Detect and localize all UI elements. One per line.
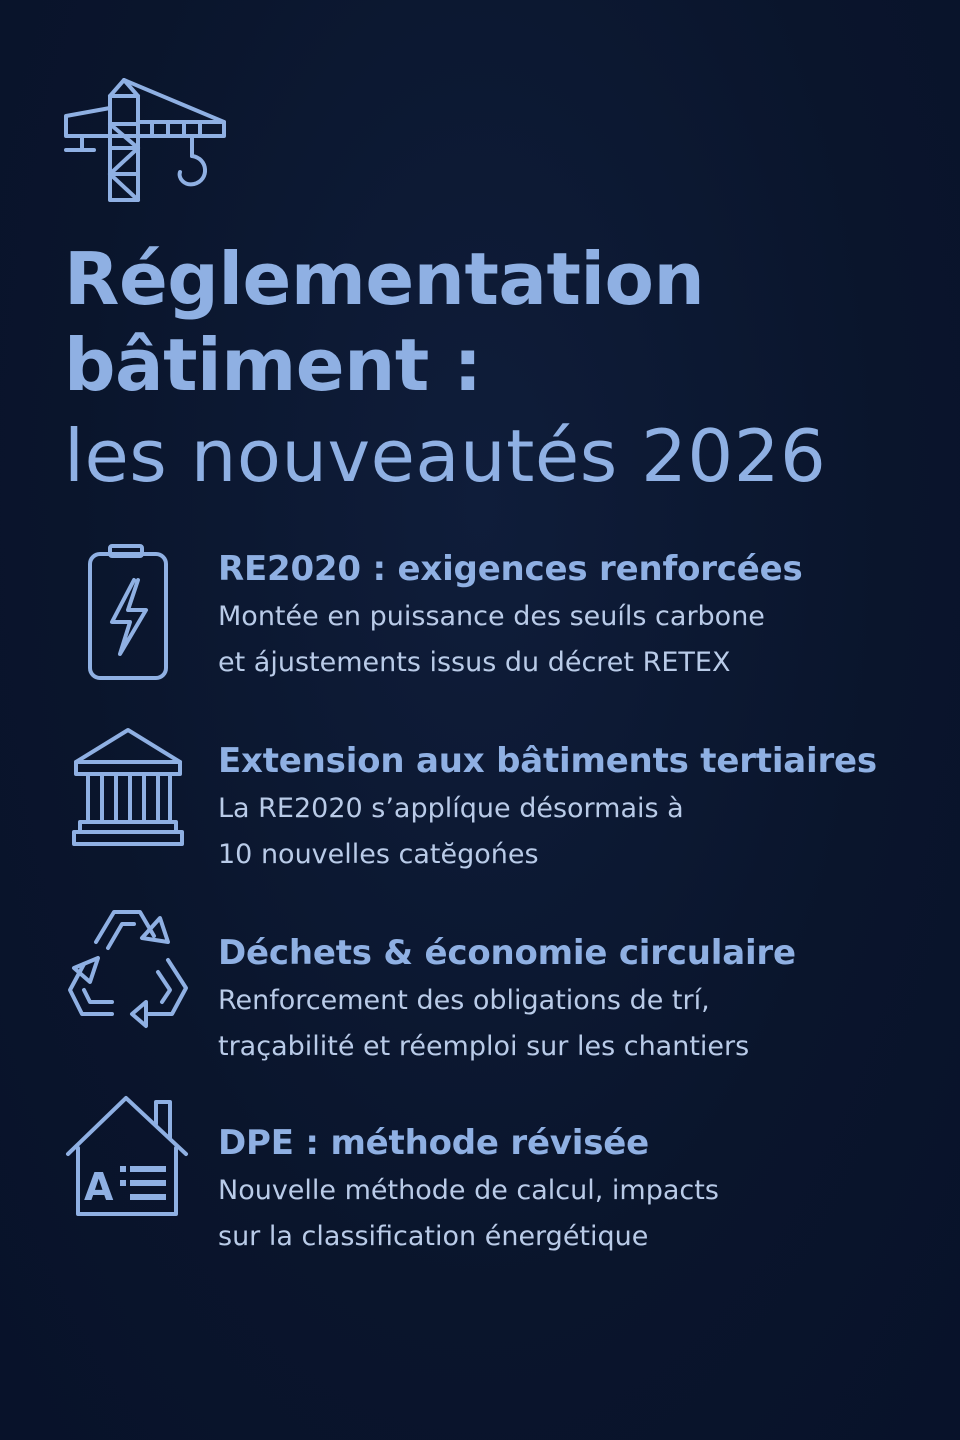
item-heading: Extension aux bâtiments tertiaires	[218, 741, 877, 781]
title-line-3: les nouveautés 2026	[64, 414, 827, 498]
list-item	[0, 740, 960, 910]
energy-class-letter: A	[84, 1165, 114, 1209]
battery-bolt-icon	[62, 544, 194, 684]
recycle-icon	[62, 902, 194, 1042]
item-line-2: et ájustements issus du décret RETEX	[218, 647, 731, 678]
house-energy-label-icon	[62, 1092, 194, 1232]
list-item	[0, 1122, 960, 1292]
item-line-1: Renforcement des obligations de trí,	[218, 985, 710, 1016]
item-heading: DPE : méthode révisée	[218, 1123, 649, 1163]
item-line-2: traçabilité et réemploi sur les chantiers	[218, 1031, 750, 1062]
item-line-2: 10 nouvelles catĕgońes	[218, 839, 539, 870]
item-heading: Déchets & économie circulaire	[218, 933, 796, 973]
item-line-1: La RE2020 s’applíque désormais à	[218, 793, 684, 824]
item-line-2: sur la classification énergétique	[218, 1221, 649, 1252]
item-heading: RE2020 : exigences renforcées	[218, 549, 803, 589]
title-line-2: bâtiment :	[64, 323, 482, 407]
item-line-1: Montée en puissance des seuíls carbone	[218, 601, 765, 632]
bank-building-icon	[62, 726, 194, 866]
item-line-1: Nouvelle méthode de calcul, impacts	[218, 1175, 719, 1206]
list-item	[0, 932, 960, 1102]
crane-icon	[62, 78, 228, 202]
list-item	[0, 548, 960, 718]
page-title	[64, 236, 924, 504]
title-line-1: Réglementation	[64, 237, 705, 321]
